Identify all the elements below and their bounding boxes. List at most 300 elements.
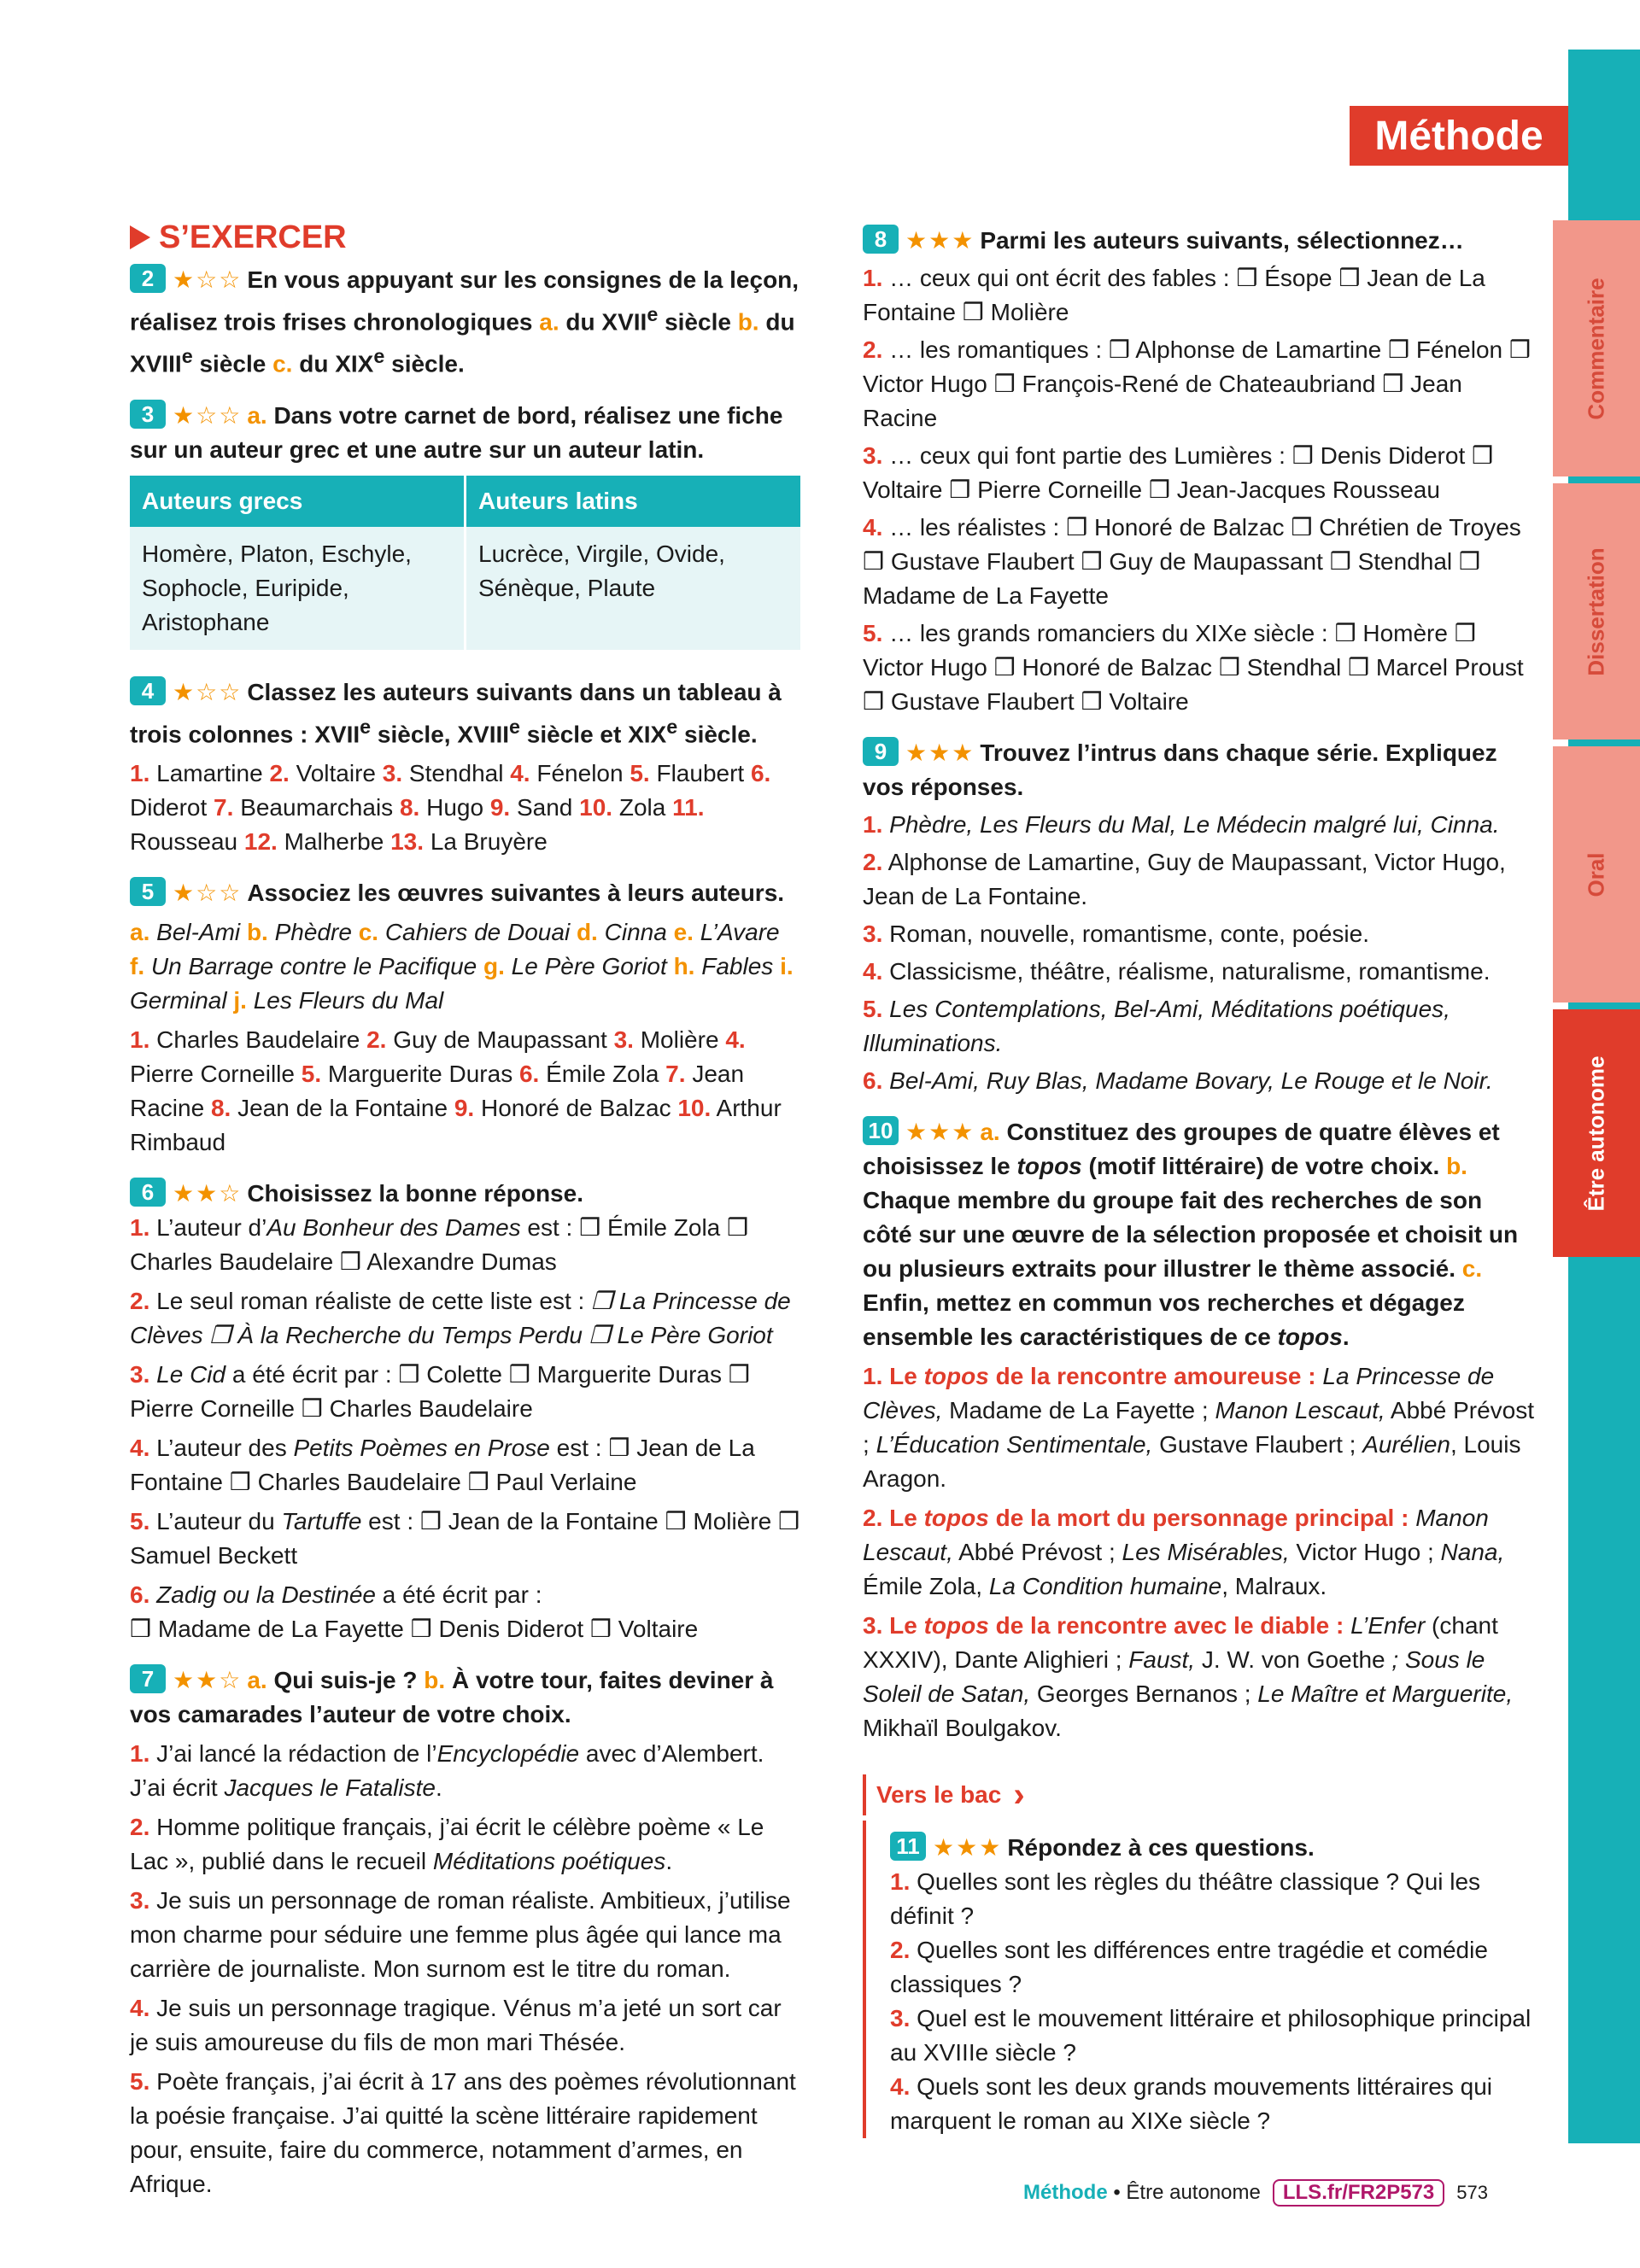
text: avec d’Alembert. J’ai écrit [130,1739,764,1801]
left-column [130,220,800,2218]
item-number: 4. [863,958,883,985]
text: Constituez des groupes de quatre élèves et choisissez le [863,1119,1500,1179]
difficulty-stars: ★★★ [905,227,975,254]
letter: c. [272,350,293,377]
item-number: 9. [489,793,511,821]
work-title: Cahiers de Douai [384,918,571,945]
text: 3. Le [863,1612,924,1639]
question-item [890,1933,1536,2002]
title: Le Cid [156,1360,226,1388]
question-item [890,2002,1536,2070]
text: a été écrit par : [226,1360,399,1388]
text: , Malraux. [1221,1573,1327,1599]
page-number: 573 [1456,2182,1488,2203]
text: de la rencontre avec le diable : [988,1612,1344,1639]
work-letter: h. [673,952,695,979]
topos-item [863,1609,1536,1745]
checkbox-option[interactable]: ❒ Le Père Goriot [589,1321,773,1348]
work-letter: a. [130,918,150,945]
author-name: Beaumarchais [240,793,394,821]
text: Victor Hugo ; [1289,1539,1441,1565]
q-num: 4. [130,1994,150,2021]
item-number: 1. [863,811,883,838]
work-title: Un Barrage contre le Pacifique [150,952,477,979]
work-letter: g. [483,952,505,979]
author-name: Molière [640,1026,719,1053]
checkbox-option[interactable]: ❒ Voltaire [1081,688,1189,715]
text: À votre tour, faites deviner à vos camarades l’auteur de votre choix. [130,1666,774,1727]
q-num: 3. [130,1360,150,1388]
footer [1023,2179,1488,2207]
text: 1. Le [863,1363,924,1389]
exercise-10 [863,1115,1536,1745]
checkbox-option[interactable]: ❒ Molière [665,1507,772,1534]
letter: a. [247,1666,267,1693]
work-title: Germinal [130,986,227,1014]
table-cell: Lucrèce, Virgile, Ovide, Sénèque, Plaute [466,527,801,650]
text: Abbé Prévost ; [952,1539,1122,1565]
checkbox-option[interactable]: ❒ Fénelon [1388,336,1503,363]
title: Petits Poèmes en Prose [293,1434,550,1461]
item-number: 2. [863,849,883,875]
author-name: Arthur Rimbaud [130,1094,782,1155]
exercise-number: 5 [130,877,166,906]
item-number: 3. [382,759,403,786]
selection-item [863,439,1536,507]
author-name: Jean Racine [130,1060,745,1121]
author-name: Marguerite Duras [327,1060,513,1087]
series-item [863,917,1536,951]
series-item [863,808,1536,842]
tab-dissertation[interactable] [1553,483,1640,739]
author-name: Charles Baudelaire [156,1026,360,1053]
text: Phèdre, Les Fleurs du Mal, Le Médecin malgré lui, Cinna. [889,811,1500,838]
checkbox-option[interactable]: ❒ Victor Hugo [863,620,1476,681]
text: Qui suis-je ? [273,1666,418,1693]
checkbox-option[interactable]: ❒ À la Recherche du Temps Perdu [209,1321,583,1348]
item-number: 11. [672,793,705,821]
text: Classicisme, théâtre, réalisme, naturalisme, romantisme. [889,958,1491,985]
section-title [130,220,800,254]
text: Je suis un personnage tragique. Vénus m’a jeté un sort car je suis amoureuse du fils de mon mari Thésée. [130,1994,782,2055]
checkbox-option[interactable]: ❒ Victor Hugo [863,336,1531,397]
checkbox-option[interactable]: ❒ Pierre Corneille [130,1360,750,1422]
text: … les romantiques : [889,336,1103,363]
checkbox-option[interactable]: ❒ Gustave Flaubert [863,688,1075,715]
work-title: Le Maître et Marguerite, [1257,1681,1514,1707]
work-title: Manon Lescaut, [863,1505,1489,1565]
table-header: Auteurs latins [466,476,801,527]
checkbox-option[interactable]: ❒ Gustave Flaubert [863,548,1075,575]
checkbox-option[interactable]: ❒ Madame de La Fayette [130,1615,404,1642]
text: siècle [658,308,738,336]
work-title: Les Fleurs du Mal [253,986,444,1014]
author-number: 4. [725,1026,746,1053]
item-number: 5. [863,620,883,646]
difficulty-stars: ★★☆ [173,1179,243,1207]
sup: e [181,345,193,368]
sup: e [666,715,678,738]
clue [130,2065,800,2201]
text: Parmi les auteurs suivants, sélectionnez… [980,227,1464,254]
question [130,1431,800,1499]
item-number: 2. [863,336,883,363]
text: J. W. von Goethe [1195,1646,1392,1673]
topos-item [863,1501,1536,1604]
tab-label: Dissertation [1583,547,1609,676]
text: Classez les auteurs suivants dans un tableau à trois colonnes : XVII [130,678,782,747]
item-number: 10. [579,793,613,821]
work-letter: c. [358,918,379,945]
checkbox-option[interactable]: ❒ Molière [962,299,1069,325]
text: L’auteur du [156,1507,282,1534]
question-list [890,1865,1536,2138]
text: J’ai lancé la rédaction de l’ [156,1739,437,1767]
work-title: L’Éducation Sentimentale, [876,1431,1153,1458]
checkbox-option[interactable]: ❒ Denis Diderot [410,1615,584,1642]
checkbox-option[interactable]: ❒ Alexandre Dumas [339,1248,557,1275]
q-num: 5. [130,1507,150,1534]
author-name: Diderot [130,793,208,821]
footer-subsection: Être autonome [1126,2181,1261,2204]
item-number: 4. [510,759,530,786]
item-number: 6. [750,759,771,786]
text: Le seul roman réaliste de cette liste est : [156,1287,592,1314]
triangle-icon [130,225,150,249]
sup: e [647,303,659,325]
work-title: Le Père Goriot [511,952,667,979]
exercise-number: 3 [130,400,166,429]
author-number: 6. [518,1060,540,1087]
tab-etre-autonome[interactable] [1553,1009,1640,1257]
exercise-4 [130,675,800,859]
author-name: Flaubert [656,759,745,786]
text: … ceux qui font partie des Lumières : [889,442,1286,469]
item-number: 8. [399,793,420,821]
series-item [863,955,1536,989]
exercise-6 [130,1177,800,1646]
letter: c. [1461,1255,1483,1282]
item-number: 4. [863,514,883,541]
checkbox-option[interactable]: ❒ Samuel Beckett [130,1507,800,1569]
text: de la rencontre amoureuse : [988,1363,1316,1389]
checkbox-option[interactable]: ❒ Pierre Corneille [949,476,1143,503]
text: siècle. [384,350,465,377]
text: (motif littéraire) de votre choix. [1081,1153,1447,1179]
author-list [130,757,800,859]
author-name: Rousseau [130,827,238,855]
text: est : [520,1213,580,1241]
work-title: Phèdre [274,918,352,945]
checkbox-option[interactable]: ❒ Stendhal [1218,654,1342,681]
q-num: 1. [130,1739,150,1767]
checkbox-option[interactable]: ❒ La Princesse de Clèves [130,1287,791,1348]
author-number: 3. [613,1026,634,1053]
difficulty-stars: ★☆☆ [173,678,243,705]
author-name: La Bruyère [430,827,548,855]
work-title: La Princesse de Clèves, [863,1363,1495,1423]
question [130,1578,800,1646]
text: Associez les œuvres suivantes à leurs auteurs. [247,879,785,906]
clue [130,1810,800,1879]
q-num: 3. [130,1886,150,1914]
checkbox-option[interactable]: ❒ Stendhal [1329,548,1453,575]
tab-commentaire[interactable] [1553,220,1640,476]
sup: e [509,715,521,738]
item-number: 12. [243,827,278,855]
item-number: 3. [890,2005,911,2031]
author-name: Malherbe [284,827,384,855]
checkbox-option[interactable]: ❒ Alphonse de Lamartine [1108,336,1382,363]
work-title: Fables [701,952,774,979]
text: L’auteur d’ [156,1213,267,1241]
item-number: 1. [890,1868,911,1895]
q-num: 2. [130,1813,150,1840]
exercise-3 [130,399,800,650]
item-number: 5. [863,996,883,1022]
work-letter: i. [780,952,794,979]
table-cell: Homère, Platon, Eschyle, Sophocle, Euripide, Aristophane [130,527,466,650]
checkbox-option[interactable]: ❒ Jean-Jacques Rousseau [1148,476,1440,503]
authors-table [130,476,800,650]
text: … les grands romanciers du XIXe siècle : [889,620,1328,646]
checkbox-option[interactable]: ❒ Charles Baudelaire [301,1394,533,1422]
work-letter: e. [673,918,694,945]
text: du XVII [559,308,647,336]
author-name: Guy de Maupassant [393,1026,607,1053]
exercise-number: 9 [863,737,899,766]
text: . [1342,1324,1350,1350]
letter: b. [737,308,759,336]
checkbox-option[interactable]: ❒ Guy de Maupassant [1081,548,1323,575]
author-number: 8. [210,1094,231,1121]
section-title-text: S’EXERCER [159,219,347,255]
text: est : [549,1434,609,1461]
work-title: L’Enfer [1350,1612,1426,1639]
topos-heading [863,1612,1344,1639]
text: . [435,1774,442,1801]
item-number: 1. [130,759,150,786]
item-number: 3. [863,921,883,947]
author-name: Honoré de Balzac [480,1094,671,1121]
difficulty-stars: ★★☆ [173,1666,243,1693]
checkbox-option[interactable]: ❒ Émile Zola [579,1213,721,1241]
text: Bel-Ami, Ruy Blas, Madame Bovary, Le Rouge et le Noir. [889,1067,1493,1094]
q-num: 4. [130,1434,150,1461]
topos: topos [923,1363,989,1389]
author-name: Sand [516,793,573,821]
selection-item [863,261,1536,330]
checkbox-option[interactable]: ❒ François-René de Chateaubriand [993,371,1376,397]
author-name: Stendhal [408,759,504,786]
footer-section: Méthode [1023,2181,1108,2204]
authors-list [130,1023,800,1160]
text: Répondez à ces questions. [1007,1834,1315,1861]
checkbox-option[interactable]: ❒ Homère [1334,620,1448,646]
item-number: 2. [269,759,290,786]
q-num: 5. [130,2067,150,2095]
methode-header: Méthode [1350,106,1568,166]
item-number: 3. [863,442,883,469]
checkbox-option[interactable]: ❒ Jean de La Fontaine [130,1434,755,1495]
text: Gustave Flaubert ; [1152,1431,1363,1458]
item-number: 5. [630,759,650,786]
checkbox-option[interactable]: ❒ Charles Baudelaire [130,1213,749,1275]
work-title: Faust, [1128,1646,1196,1673]
topos: topos [1016,1153,1082,1179]
letter: a. [539,308,559,336]
item-number: 4. [890,2073,911,2100]
tab-oral[interactable] [1553,746,1640,1002]
exercise-5 [130,876,800,1160]
text: Mikhaïl Boulgakov. [863,1715,1062,1741]
title: Méditations poétiques [432,1847,666,1874]
text: Alphonse de Lamartine, Guy de Maupassant, Victor Hugo, Jean de La Fontaine. [863,849,1506,909]
text: Enfin, mettez en commun vos recherches et dégagez ensemble les caractéristiques de ce [863,1289,1465,1350]
checkbox-option[interactable]: ❒ Chrétien de Troyes [1291,514,1521,541]
clue [130,1991,800,2060]
q-num: 6. [130,1581,150,1608]
text: . [665,1847,673,1874]
letter: b. [1446,1153,1467,1179]
text: Choisissez la bonne réponse. [247,1179,583,1207]
question [130,1505,800,1573]
text: … les réalistes : [889,514,1060,541]
text: du XIX [292,350,374,377]
tab-label: Oral [1583,851,1609,897]
work-title: ; Sous le Soleil de Satan, [863,1646,1485,1707]
author-number: 2. [366,1026,387,1053]
checkbox-option[interactable]: ❒ Paul Verlaine [467,1468,637,1495]
difficulty-stars: ★★★ [905,1119,975,1145]
exercise-number: 2 [130,264,166,293]
series-item [863,845,1536,914]
text: siècle, XVIII [371,720,510,747]
exercise-number: 4 [130,676,166,705]
checkbox-option[interactable]: ❒ Colette [398,1360,503,1388]
difficulty-stars: ★☆☆ [173,401,243,429]
exercise-number: 6 [130,1178,166,1207]
checkbox-option[interactable]: ❒ Madame de La Fayette [863,548,1481,609]
q-num: 2. [130,1287,150,1314]
clue [130,1737,800,1805]
checkbox-option[interactable]: ❒ Marguerite Duras [508,1360,722,1388]
checkbox-option[interactable]: ❒ Jean Racine [863,371,1462,431]
text: Madame de La Fayette ; [942,1397,1215,1423]
text: de la mort du personnage principal : [988,1505,1409,1531]
item-number: 2. [890,1937,911,1963]
checkbox-option[interactable]: ❒ Jean de La Fontaine [863,265,1485,325]
work-title: Bel-Ami [156,918,241,945]
topos-heading [863,1505,1409,1531]
checkbox-option[interactable]: ❒ Honoré de Balzac [993,654,1213,681]
author-name: Zola [618,793,666,821]
checkbox-option[interactable]: ❒ Voltaire [589,1615,699,1642]
text: siècle et XIX [520,720,667,747]
text: , Louis Aragon. [863,1431,1521,1492]
author-name: Voltaire [296,759,376,786]
topos-item [863,1359,1536,1496]
question [130,1284,800,1353]
author-number: 1. [130,1026,150,1053]
sup: e [360,715,372,738]
checkbox-option[interactable]: ❒ Ésope [1236,265,1332,291]
table-header: Auteurs grecs [130,476,466,527]
author-number: 5. [301,1060,322,1087]
text: Abbé Prévost ; [863,1397,1535,1458]
difficulty-stars: ★★★ [905,739,975,766]
text: Chaque membre du groupe fait des recherches de son côté sur une œuvre de la sélection proposée et choisit un ou plusieurs extraits pour illustrer le thème associé. [863,1187,1519,1282]
work-letter: b. [246,918,268,945]
author-name: Pierre Corneille [130,1060,295,1087]
lls-link[interactable]: LLS.fr/FR2P573 [1273,2179,1444,2207]
checkbox-option[interactable]: ❒ Jean de la Fontaine [419,1507,659,1534]
text: Je suis un personnage de roman réaliste. Ambitieux, j’utilise mon charme pour séduire une femme plus âgée qui lance ma carrière de journaliste. Mon surnom est le titre du roman. [130,1886,791,1982]
author-name: Hugo [426,793,484,821]
author-name: Lamartine [156,759,263,786]
text: Quel est le mouvement littéraire et philosophique principal au XVIIIe siècle ? [890,2005,1532,2066]
text: Dans votre carnet de bord, réalisez une fiche sur un auteur grec et une autre sur un auteur latin. [130,401,783,463]
text: Georges Bernanos ; [1030,1681,1258,1707]
question-item [890,1865,1536,1933]
topos: topos [1277,1324,1343,1350]
tab-label: Être autonome [1583,1055,1609,1212]
series-list [863,808,1536,1098]
letter: a. [247,401,267,429]
title: Zadig ou la Destinée [156,1581,376,1608]
selection-item [863,333,1536,435]
sup: e [373,345,385,368]
author-number: 10. [677,1094,712,1121]
checkbox-option[interactable]: ❒ Voltaire [863,442,1494,503]
work-title: La Condition humaine [988,1573,1222,1599]
checkbox-option[interactable]: ❒ Marcel Proust [1348,654,1524,681]
text: a été écrit par : [375,1581,542,1608]
work-title: Manon Lescaut, [1215,1397,1385,1423]
text: est : [361,1507,420,1534]
text: Émile Zola, [863,1573,989,1599]
works-list [130,915,800,1018]
checkbox-option[interactable]: ❒ Charles Baudelaire [229,1468,461,1495]
checkbox-option[interactable]: ❒ Honoré de Balzac [1066,514,1285,541]
exercise-9 [863,736,1536,1098]
bac-label: Vers le bac [876,1781,1002,1808]
text: Trouvez l’intrus dans chaque série. Expliquez vos réponses. [863,739,1497,800]
topos: topos [923,1505,989,1531]
topos-heading [863,1363,1316,1389]
letter: a. [980,1119,1000,1145]
exercise-7 [130,1663,800,2201]
title: Au Bonheur des Dames [266,1213,521,1241]
selection-item [863,511,1536,613]
text: L’auteur des [156,1434,294,1461]
text: Homme politique français, j’ai écrit le célèbre poème « Le Lac », publié dans le recueil [130,1813,764,1874]
question [130,1211,800,1279]
text: Quelles sont les règles du théâtre classique ? Qui les définit ? [890,1868,1481,1929]
item-number: 6. [863,1067,883,1094]
difficulty-stars: ★☆☆ [173,879,243,906]
checkbox-option[interactable]: ❒ Denis Diderot [1292,442,1466,469]
work-letter: d. [576,918,598,945]
work-letter: j. [233,986,247,1014]
series-item [863,1064,1536,1098]
separator: • [1107,2181,1127,2204]
vers-le-bac-tag [863,1774,1035,1815]
exercise-number: 8 [863,225,899,254]
text: Quels sont les deux grands mouvements littéraires qui marquent le roman au XIXe siècle ? [890,2073,1493,2134]
exercise-8 [863,224,1536,719]
clue [130,1884,800,1986]
